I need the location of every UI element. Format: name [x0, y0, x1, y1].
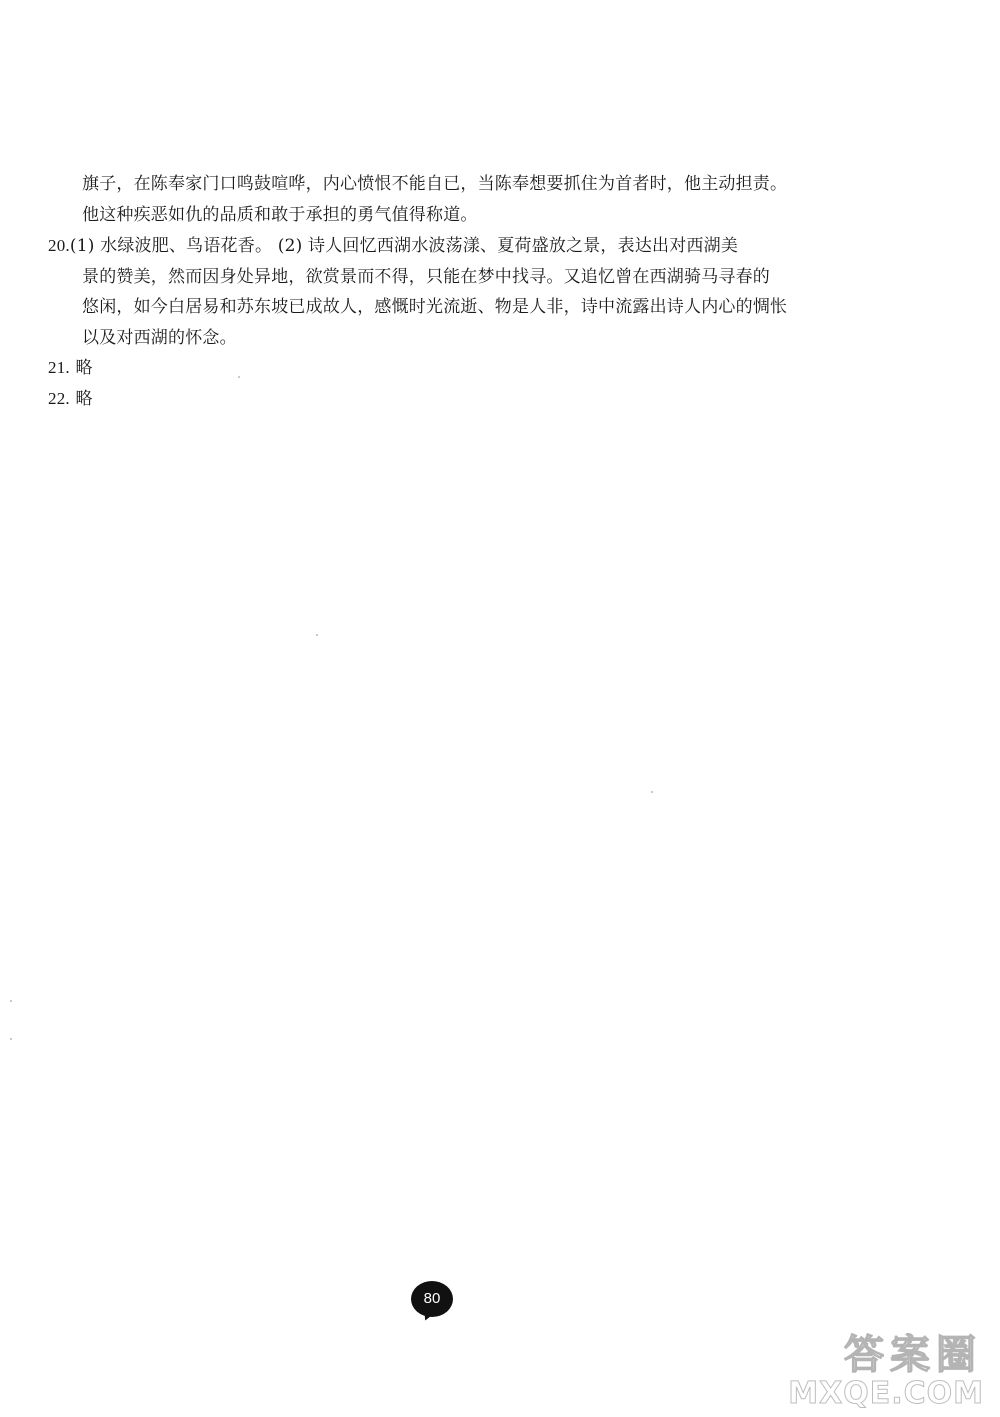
watermark-logo — [783, 1321, 988, 1411]
answer-19-continuation-line-2: 他这种疾恶如仇的品质和敢于承担的勇气值得称道。 — [82, 205, 478, 225]
answer-20-text-1: (1) 水绿波肥、鸟语花香。 (2) 诗人回忆西湖水波荡漾、夏荷盛放之景，表达出对西湖美 — [69, 236, 739, 256]
answer-20-line-3: 悠闲，如今白居易和苏东坡已成故人，感慨时光流逝、物是人非，诗中流露出诗人内心的惆怅 — [82, 297, 788, 317]
page-number-badge: 80 — [411, 1281, 453, 1317]
watermark-chars: 答案圈 — [844, 1332, 982, 1378]
answer-22 — [48, 387, 93, 411]
watermark-url: MXQE.COM — [788, 1376, 984, 1411]
scan-speck — [651, 791, 653, 793]
answer-19-continuation-line-1: 旗子，在陈奉家门口鸣鼓喧哗，内心愤恨不能自已，当陈奉想要抓住为首者时，他主动担责。 — [82, 174, 788, 194]
answer-22-text: 略 — [75, 389, 93, 409]
answer-20-line-4: 以及对西湖的怀念。 — [82, 328, 237, 348]
answer-20-line-2: 景的赞美，然而因身处异地，欲赏景而不得，只能在梦中找寻。又追忆曾在西湖骑马寻春的 — [82, 267, 770, 287]
answer-20-line-1 — [48, 234, 738, 258]
scan-speck — [316, 634, 318, 636]
question-number-20: 20. — [48, 236, 70, 255]
answer-21-text: 略 — [75, 358, 93, 378]
answer-21 — [48, 356, 93, 380]
question-number-21: 21. — [48, 358, 70, 377]
question-number-22: 22. — [48, 389, 70, 408]
scan-speck — [10, 1038, 12, 1040]
scan-speck — [10, 1000, 12, 1002]
scan-speck — [238, 376, 240, 378]
